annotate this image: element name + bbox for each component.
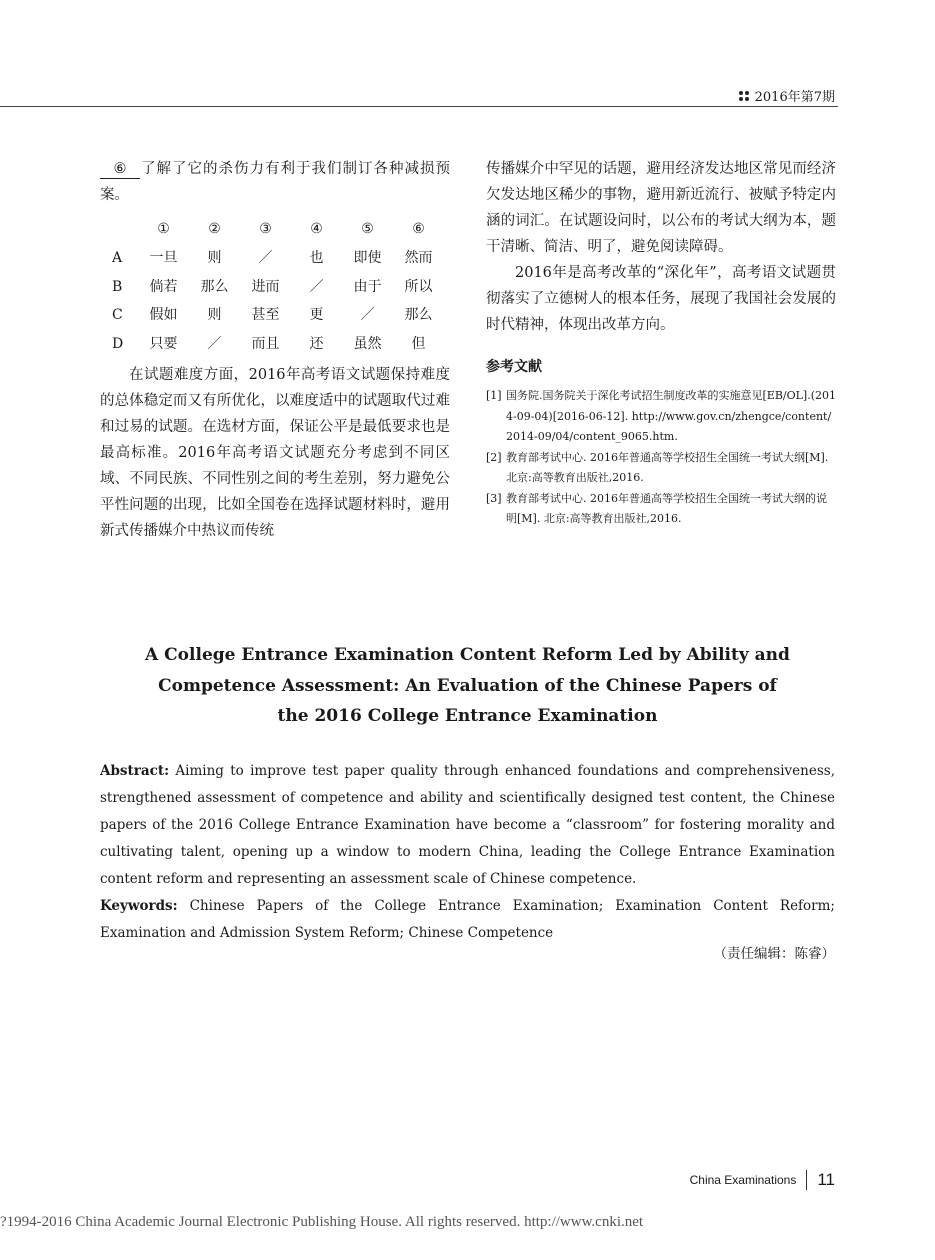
question-6	[100, 156, 450, 208]
copyright-line: ?1994-2016 China Academic Journal Electronic Publishing House. All rights reserved. http://www.cnki.net	[0, 1214, 644, 1230]
english-title	[100, 640, 835, 732]
option-letter: D	[112, 335, 124, 352]
english-title-line: the 2016 College Entrance Examination	[277, 706, 658, 726]
option-cell: 还	[309, 335, 324, 352]
option-cell: 也	[309, 250, 324, 267]
footer-divider	[806, 1170, 807, 1190]
option-cell: ／	[258, 250, 273, 267]
option-cell: 虽然	[353, 335, 382, 352]
option-cell: 假如	[149, 307, 178, 324]
option-header: ①	[157, 221, 170, 237]
right-column	[486, 156, 836, 530]
option-cell: 即使	[353, 250, 382, 267]
option-cell: 然而	[404, 250, 433, 267]
option-cell: 那么	[200, 278, 229, 295]
option-cell: ／	[309, 278, 324, 295]
option-cell: 所以	[404, 278, 433, 295]
english-title-line: A College Entrance Examination Content Reform Led by Ability and	[145, 645, 790, 665]
editor-credit: （责任编辑：陈睿）	[713, 946, 835, 962]
option-row-d	[112, 330, 444, 359]
option-header: ②	[208, 221, 221, 237]
reference-number: [1]	[486, 389, 502, 402]
left-column	[100, 156, 450, 544]
page-number: 11	[817, 1170, 835, 1189]
continued-paragraph: 传播媒介中罕见的话题，避用经济发达地区常见而经济欠发达地区稀少的事物，避用新近流行、被赋予特定内涵的词汇。在试题设问时，以公布的考试大纲为本，题干清晰、简洁、明了，避免阅读障碍。	[486, 161, 836, 255]
keywords-paragraph	[100, 893, 835, 947]
q6-marker: ⑥	[100, 160, 140, 179]
difficulty-paragraph: 在试题难度方面，2016年高考语文试题保持难度的总体稳定而又有所优化，以难度适中的试题取代过难和过易的试题。在选材方面，保证公平是最低要求也是最高标准。2016年高考语文试题充分考虑到不同区域、不同民族、不同性别之间的考生差别，努力避免公平性问题的出现，比如全国卷在选择试题材料时，避用新式传播媒介中热议而传统	[100, 367, 450, 539]
keywords-label: Keywords:	[100, 898, 178, 914]
option-cell: ／	[360, 307, 375, 324]
reference-item	[486, 489, 836, 530]
abstract-text: Aiming to improve test paper quality through enhanced foundations and comprehensiveness, strengthened assessment of competence and ability and scientifically designed test content, the Chinese papers of the 2016 College Entrance Examination have become a “classroom” for fostering morality and cultivating talent, opening up a window to modern China, leading the College Entrance Examination content reform and representing an assessment scale of Chinese competence.	[100, 763, 835, 887]
options-header-row	[112, 214, 444, 244]
abstract-paragraph	[100, 758, 835, 893]
reference-number: [2]	[486, 450, 502, 464]
options-table	[112, 214, 444, 358]
journal-dots-icon	[739, 91, 749, 101]
option-cell: 倘若	[149, 278, 178, 295]
issue-label: 2016年第7期	[754, 90, 835, 105]
issue-header	[739, 86, 835, 105]
option-cell: 甚至	[251, 307, 280, 324]
option-header: ⑤	[361, 221, 374, 237]
english-abstract	[100, 758, 835, 947]
option-cell: 则	[207, 250, 222, 267]
option-row-a	[112, 244, 444, 273]
option-cell: 而且	[251, 335, 280, 352]
option-cell: 只要	[149, 335, 178, 352]
option-row-b	[112, 273, 444, 302]
option-cell: 但	[411, 335, 426, 352]
option-header: ④	[310, 221, 323, 237]
option-cell: ／	[207, 335, 222, 352]
abstract-label: Abstract:	[100, 763, 170, 779]
option-cell: 那么	[404, 307, 433, 324]
reference-number: [3]	[486, 491, 502, 505]
reference-text: 教育部考试中心. 2016年普通高等学校招生全国统一考试大纲[M]. 北京:高等教育出版社,2016.	[506, 450, 829, 484]
english-title-line: Competence Assessment: An Evaluation of the Chinese Papers of	[158, 675, 777, 696]
page-footer	[690, 1170, 835, 1190]
references-heading: 参考文献	[486, 359, 542, 375]
journal-name: China Examinations	[689, 1173, 797, 1187]
option-row-c	[112, 301, 444, 330]
reference-text: 教育部考试中心. 2016年普通高等学校招生全国统一考试大纲的说明[M]. 北京:高等教育出版社,2016.	[506, 491, 827, 525]
reference-item	[486, 386, 836, 448]
keywords-text: Chinese Papers of the College Entrance Examination; Examination Content Reform; Examination and Admission System Reform; Chinese Competence	[100, 898, 835, 941]
option-cell: 进而	[251, 278, 280, 295]
option-letter: C	[112, 307, 123, 324]
option-header: ③	[259, 221, 272, 237]
option-cell: 则	[207, 307, 222, 324]
reference-text: 国务院.国务院关于深化考试招生制度改革的实施意见[EB/OL].(2014-09-04)[2016-06-12]. http://www.gov.cn/zhengce/content/2014-09/04/content_9065.htm.	[506, 389, 837, 443]
option-cell: 一旦	[149, 250, 178, 267]
reference-item	[486, 448, 836, 489]
option-letter: B	[112, 278, 123, 295]
conclusion-paragraph: 2016年是高考改革的“深化年”，高考语文试题贯彻落实了立德树人的根本任务，展现了我国社会发展的时代精神，体现出改革方向。	[486, 265, 836, 333]
option-header: ⑥	[412, 221, 425, 237]
option-cell: 更	[309, 307, 324, 324]
option-cell: 由于	[353, 278, 382, 295]
q6-text: 了解了它的杀伤力有利于我们制订各种减损预案。	[100, 161, 450, 203]
header-rule	[0, 106, 838, 107]
option-letter: A	[112, 250, 123, 267]
